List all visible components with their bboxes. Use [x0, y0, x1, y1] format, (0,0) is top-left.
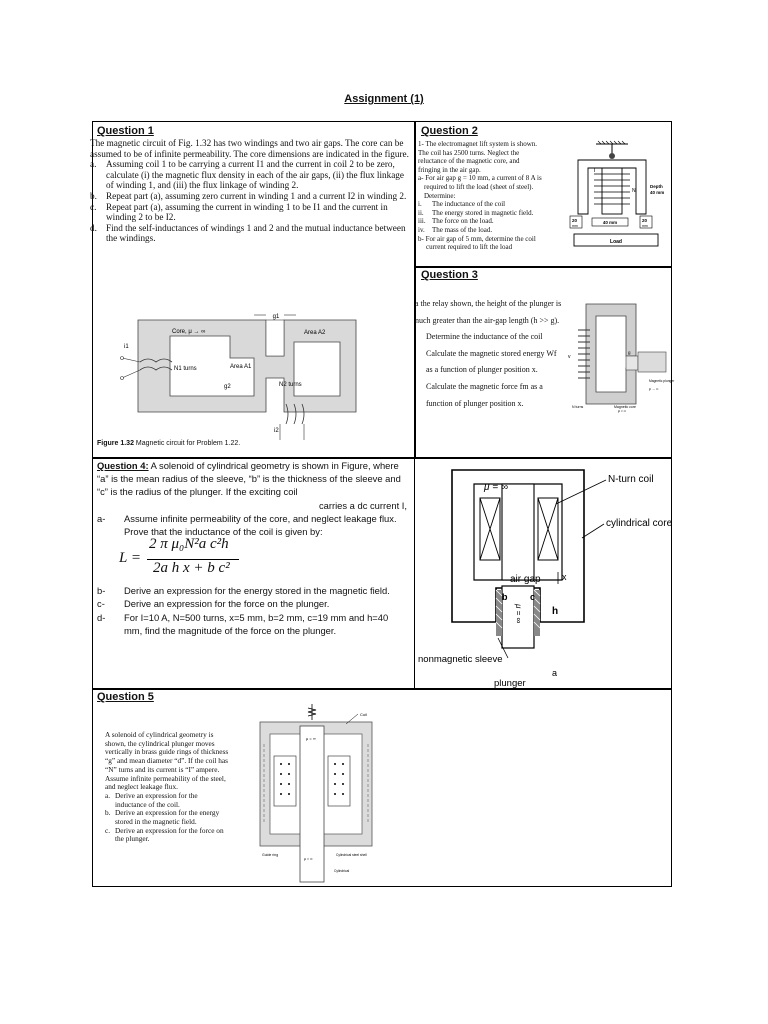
q2-item-label: i. — [418, 200, 422, 209]
q2-load-label: Load — [610, 239, 622, 245]
q1-item-b — [90, 191, 412, 202]
q5-item — [105, 835, 251, 844]
q5-item-text: stored in the magnetic field. — [115, 817, 197, 827]
q2-item-text: The energy stored in magnetic field. — [432, 208, 534, 217]
q4-item-c — [97, 597, 407, 610]
q2-item-label: ii. — [418, 208, 424, 217]
q1-item-label: b. — [90, 190, 97, 201]
q4-airgap-label: air gap — [510, 574, 541, 585]
q5-item-text: Derive an expression for the force on — [115, 825, 224, 835]
q1-figure-caption — [97, 440, 240, 447]
q1-intro: The magnetic circuit of Fig. 1.32 has two windings and two air gaps. The core can be assumed to be of infinite permeability. The core dimensions are indicated in the figure. — [90, 138, 409, 159]
q2-i-label: i — [594, 168, 596, 174]
q3-line: nuch greater than the air-gap length (h >> g). — [415, 315, 560, 325]
q4-text — [97, 459, 407, 637]
q3-text — [415, 296, 565, 412]
q1-item-text: Assuming coil 1 to be carrying a current I1 and the current in coil 2 to be zero, calculate (i) the magnetic flux density in each of the air gaps, (ii) the flux linkage of winding 1, and (iii) the flux linkage of winding 2. — [106, 159, 404, 191]
q2-item-text: The inductance of the coil — [432, 200, 506, 209]
q4-formula-lhs: L = — [119, 550, 141, 567]
q5-item-text: the plunger. — [115, 834, 150, 844]
q2-dim-mm-a: mm — [572, 224, 578, 228]
q4-formula-denominator: 2a h x + b c² — [153, 560, 230, 577]
q5-item-text: Derive an expression for the energy — [115, 808, 220, 818]
q4-formula — [97, 538, 407, 584]
q5-cyl-label: Cylindrical — [334, 869, 350, 873]
q1-n2-label: N2 turns — [279, 382, 302, 388]
q3-nturns-label: N turns — [572, 405, 584, 409]
q3-core-mu: μ = ∞ — [618, 409, 627, 413]
q2-line: The coil has 2500 turns. Neglect the — [418, 148, 520, 157]
q5-line: vertically in brass guide rings of thickness — [105, 747, 229, 757]
q4-mu-label: μ = ∞ — [484, 482, 509, 493]
q4-item-text: Assume infinite permeability of the core, and neglect leakage flux. Prove that the inductance of the coil is given by: — [124, 512, 397, 538]
q4-item-text: Derive an expression for the force on the plunger. — [124, 598, 330, 610]
q2-dim-20b: 20 — [642, 218, 648, 223]
q1-text — [90, 138, 412, 244]
q2-item-text: The force on the load. — [432, 217, 494, 226]
q4-item-label: d- — [97, 611, 106, 623]
q2-line: fringing in the air gap. — [418, 165, 481, 174]
q1-caption-bold: Figure 1.32 — [97, 440, 134, 447]
q4-c-label: c — [530, 592, 536, 602]
q2-depth-value: 40 mm — [650, 190, 665, 195]
q4-b-label: b — [502, 592, 508, 602]
q4-intro-right: carries a dc current I, — [318, 499, 407, 511]
q4-core-label: cylindrical core — [606, 518, 673, 529]
q5-line: shown, the cylindrical plunger moves — [105, 738, 215, 748]
q3-v-label: v — [568, 354, 571, 360]
q2-dim-40: 40 mm — [602, 220, 618, 225]
q4-item-text: For I=10 A, N=500 turns, x=5 mm, b=2 mm, c=19 mm and h=40 mm, find the magnitude of the force on the plunger. — [124, 611, 389, 636]
q5-heading: Question 5 — [97, 691, 154, 703]
page-title: Assignment (1) — [344, 93, 424, 105]
q1-item-c — [90, 202, 412, 223]
q5-guide-label: Guide ring — [262, 853, 279, 857]
q4-sleeve-mu: μ = ∞ — [514, 604, 523, 624]
q4-coil-label: N-turn coil — [608, 474, 654, 485]
q4-h-label: h — [552, 606, 559, 617]
q5-text — [105, 731, 251, 844]
q5-item-label: a. — [105, 790, 111, 800]
q3-heading: Question 3 — [421, 269, 478, 281]
q5-line: “N” turns and its current is “I” ampere. — [105, 764, 220, 774]
q5-item-text: inductance of the coil. — [115, 799, 180, 809]
q2-item — [418, 200, 566, 209]
q1-g2-label: g2 — [224, 384, 231, 390]
q4-item-b — [97, 584, 407, 597]
q2-line: current required to lift the load — [426, 243, 513, 252]
q2-line: 1- The electromagnet lift system is shown. — [418, 140, 538, 148]
q4-item-a — [97, 512, 407, 538]
q1-area1-label: Area A1 — [230, 364, 252, 370]
q4-intro-block — [97, 459, 407, 499]
q2-dim-20a: 20 — [572, 218, 578, 223]
q3-line: Determine the inductance of the coil — [426, 332, 543, 342]
q2-line: b- For air gap of 5 mm, determine the coil — [418, 234, 536, 243]
q1-heading: Question 1 — [97, 125, 154, 137]
q4-item-text: Derive an expression for the energy stored in the magnetic field. — [124, 585, 390, 597]
q4-divider — [414, 457, 415, 688]
q1-core-label: Core, μ → ∞ — [172, 329, 206, 335]
q2-line: a- For air gap g = 10 mm, a current of 8 A is — [418, 174, 542, 183]
q2-figure — [566, 140, 668, 252]
q5-shell-label: Cylindrical steel shell — [336, 853, 367, 857]
q1-item-label: d. — [90, 222, 97, 233]
q1-item-a — [90, 159, 412, 191]
q2-item — [418, 226, 566, 235]
q4-plunger-label: plunger — [494, 678, 526, 689]
q1-item-text: Repeat part (a), assuming the current in winding 1 to be I1 and the current in winding 2 to be I2. — [106, 201, 388, 223]
q2-item-text: The mass of the load. — [432, 225, 493, 234]
q1-i1-label: i1 — [124, 344, 129, 350]
q5-mu2-label: μ = ∞ — [304, 857, 313, 861]
q3-line: Calculate the magnetic stored energy Wf — [426, 348, 557, 358]
q3-line: a the relay shown, the height of the plunger is — [415, 299, 562, 308]
q3-plunger-label: Magnetic plunger — [649, 379, 675, 383]
q3-line: as a function of plunger position x. — [426, 365, 538, 375]
q2-text — [418, 140, 566, 252]
q5-line: “g” and mean diameter “d”. If the coil has — [105, 756, 228, 766]
q4-x-label: x — [562, 572, 567, 582]
q1-item-d — [90, 223, 412, 244]
q5-coil-label: Coil — [360, 712, 367, 717]
q5-line: and neglect leakage flux. — [105, 782, 178, 792]
q2-line: required to lift the load (sheet of steel). — [424, 182, 534, 191]
q5-mu-label: μ = ∞ — [306, 736, 316, 741]
q3-line: Calculate the magnetic force fm as a — [426, 381, 543, 391]
q5-line: Assume infinite permeability of the steel, — [105, 773, 226, 783]
q3-figure — [566, 300, 675, 413]
q5-line: A solenoid of cylindrical geometry is — [105, 730, 214, 739]
q1-figure — [114, 308, 384, 448]
q2-item-label: iii. — [418, 217, 426, 226]
q1-item-text: Repeat part (a), assuming zero current in winding 1 and a current I2 in winding 2. — [106, 190, 407, 201]
q2-depth-label: Depth — [650, 184, 663, 189]
q1-i2-label: i2 — [274, 428, 279, 434]
q3-plunger-mu: μ → ∞ — [649, 387, 659, 391]
q2-item-label: iv. — [418, 225, 425, 234]
q3-core-label: Magnetic core — [614, 405, 636, 409]
q4-item-label: b- — [97, 585, 106, 597]
q5-item-label: b. — [105, 808, 111, 818]
q4-heading: Question 4: — [97, 460, 149, 471]
q4-a-label: a — [552, 668, 558, 678]
q2-n-label: N — [632, 188, 636, 194]
q4-formula-numerator: 2 π μ₀N²a c²h — [149, 536, 229, 553]
q1-n1-label: N1 turns — [174, 366, 197, 372]
q4-intro: A solenoid of cylindrical geometry is shown in Figure, where “a” is the mean radius of the sleeve, “b” is the thickness of the sleeve and “c” is the radius of the plunger. If the exciting coil — [97, 460, 401, 498]
q5-figure — [256, 704, 380, 884]
q2-line: Determine: — [424, 191, 456, 200]
q4-sleeve-label: nonmagnetic sleeve — [418, 654, 503, 665]
q1-item-text: Find the self-inductances of windings 1 and 2 and the mutual inductance between the windings. — [106, 222, 406, 244]
q4-item-d — [97, 611, 407, 637]
q4-figure — [416, 462, 673, 690]
q5-item-text: Derive an expression for the — [115, 790, 198, 800]
q4-item-label: c- — [97, 598, 105, 610]
q3-line: function of plunger position x. — [426, 398, 524, 408]
q1-item-label: a. — [90, 159, 97, 170]
q2-item — [418, 217, 566, 226]
q2-item — [418, 209, 566, 218]
q1-area2-label: Area A2 — [304, 330, 326, 336]
q2-line: reluctance of the magnetic core, and — [418, 157, 520, 166]
q1-item-label: c. — [90, 201, 97, 212]
q1-caption-text: Magnetic circuit for Problem 1.22. — [135, 440, 241, 447]
q2-dim-mm-b: mm — [642, 224, 648, 228]
q3-g-label: g — [628, 350, 631, 355]
q2-heading: Question 2 — [421, 125, 478, 137]
q1-g1-label: g1 — [272, 314, 280, 320]
q5-item-label: c. — [105, 825, 111, 835]
q4-item-label: a- — [97, 512, 106, 524]
